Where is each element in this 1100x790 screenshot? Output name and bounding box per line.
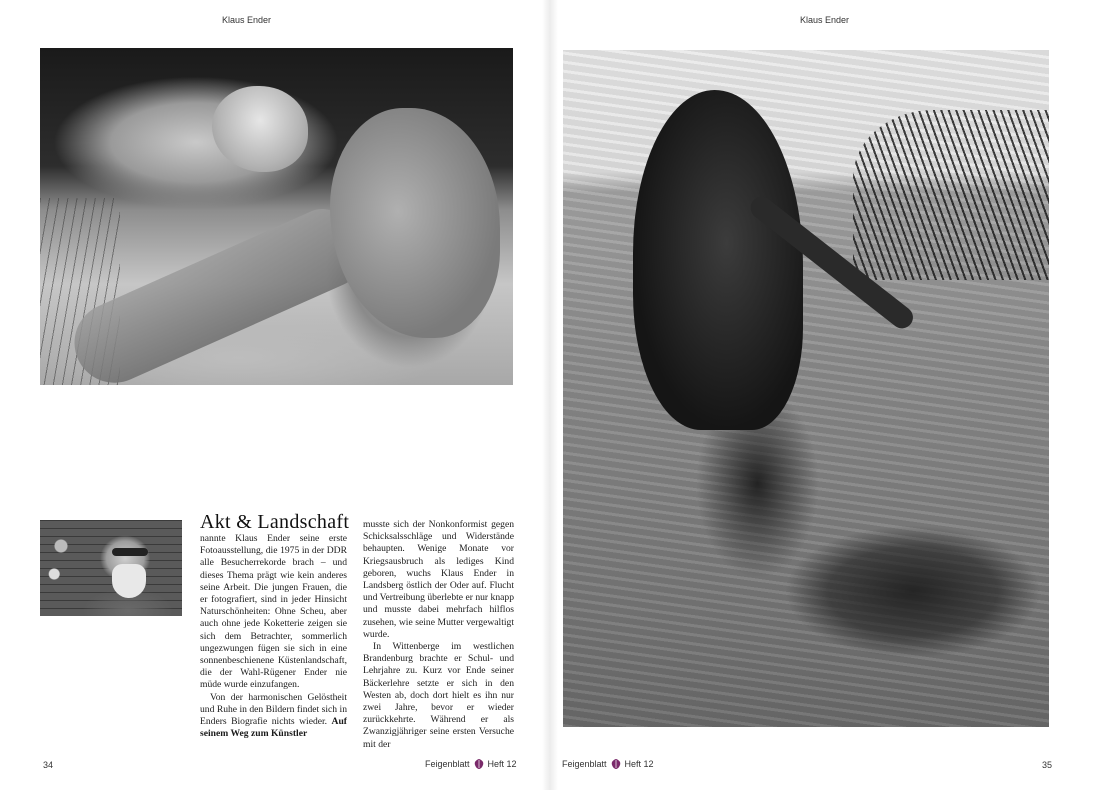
article-column-left xyxy=(200,533,347,740)
magazine-name: Feigenblatt xyxy=(562,759,607,769)
issue-label: Heft 12 xyxy=(624,759,654,769)
paragraph: nannte Klaus Ender seine erste Fotoausstellung, die 1975 in der DDR alle Besucherrekorde brach – und dieses Thema prägt wie kein anderes seine Arbeit. Die jungen Frauen, die er fotografiert, sind in jeder Hinsicht Naturschönheiten: Ohne Scheu, aber auch ohne jede Koketterie zeigen sie sich dem Betrachter, sommerlich ungezwungen fügen sie sich in eine sonnenbeschienene Küstenlandschaft, die der Wahl-Rügener Ender nie müde wurde einzufangen. xyxy=(200,533,347,691)
photo-hair xyxy=(212,86,308,172)
paragraph: In Wittenberge im westlichen Brandenburg brachte er Schul- und Lehrjahre zu. Kurz vor Ende seiner Bäckerlehre setzte er sich in den Westen ab, doch dort hielt es ihn nur zwei Jahre, bevor er wieder zurückkehrte. Während er als Zwanzigjähriger seine ersten Versuche mit der xyxy=(363,641,514,750)
issue-label: Heft 12 xyxy=(487,759,517,769)
photo-grass-tuft xyxy=(853,110,1049,280)
page-number-left: 34 xyxy=(43,760,54,770)
running-head-left: Klaus Ender xyxy=(222,15,272,25)
running-head-right: Klaus Ender xyxy=(800,15,850,25)
paragraph xyxy=(200,692,347,741)
photo-figure-silhouette xyxy=(633,90,803,430)
magazine-name: Feigenblatt xyxy=(425,759,470,769)
photo-seated-nude-on-beach xyxy=(40,48,513,385)
magazine-brand-right xyxy=(562,758,654,770)
paragraph-text: Von der harmonischen Gelöstheit und Ruhe in den Bildern findet sich in Enders Biografie nichts wieder. xyxy=(200,691,347,728)
article-column-right xyxy=(363,519,514,751)
photo-torso xyxy=(330,108,500,338)
portrait-flowers xyxy=(44,530,78,610)
article-title: Akt & Landschaft xyxy=(200,511,350,533)
photo-kneeling-nude-in-dune xyxy=(563,50,1049,727)
right-page xyxy=(550,0,1100,790)
fig-leaf-icon xyxy=(473,758,485,770)
fig-leaf-icon xyxy=(610,758,622,770)
portrait-glasses xyxy=(112,548,148,556)
paragraph: musste sich der Nonkonformist gegen Schicksalsschläge und Widerstände behaupten. Wenige Monate vor Kriegsausbruch als lediges Kind geboren, wuchs Klaus Ender in Landsberg östlich der Oder auf. Flucht und Vertreibung überlebte er nur knapp und musste dabei mehrfach hilflos zusehen, wie seine Mutter vergewaltigt wurde. xyxy=(363,519,514,640)
portrait-klaus-ender xyxy=(40,520,182,616)
magazine-brand-left xyxy=(425,758,517,770)
bold-lead-in: Auf seinem Weg zum Künstler xyxy=(200,716,348,740)
portrait-beard xyxy=(112,564,146,598)
page-number-right: 35 xyxy=(1042,760,1053,770)
